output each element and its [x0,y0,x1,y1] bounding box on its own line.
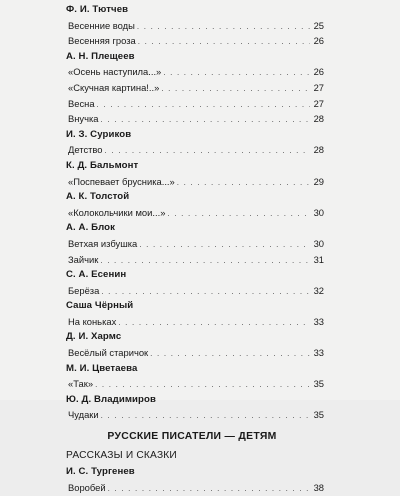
author-heading: А. Н. Плещеев [66,50,135,62]
toc-entry[interactable] [66,376,324,392]
dot-leader [161,81,310,97]
dot-leader [163,65,310,81]
subsection-heading: РАССКАЗЫ И СКАЗКИ [66,450,177,462]
dot-leader [95,377,310,393]
entry-page: 27 [313,97,324,109]
entry-title: «Колокольчики мои...» [68,206,166,218]
dot-leader [101,284,310,300]
entry-title: «Осень наступила...» [68,66,162,78]
entry-title: На коньках [68,315,117,327]
author-heading: Ю. Д. Владимиров [66,393,156,405]
entry-title: Весенние воды [68,19,135,31]
dot-leader [167,206,310,222]
toc-entry[interactable] [66,142,324,158]
section-heading: РУССКИЕ ПИСАТЕЛИ — ДЕТЯМ [107,431,277,443]
entry-page: 38 [313,481,324,493]
entry-title: Весёлый старичок [68,347,149,359]
entry-page: 31 [313,253,324,265]
entry-title: Чудаки [68,409,99,421]
toc-entry[interactable] [66,345,324,361]
entry-title: «Скучная картина!..» [68,81,160,93]
toc-entry[interactable] [66,80,324,96]
entry-page: 25 [313,19,324,31]
dot-leader [108,481,310,496]
dot-leader [118,315,310,331]
entry-page: 28 [313,113,324,125]
dot-leader [105,143,310,159]
entry-title: «Так» [68,378,94,390]
dot-leader [100,253,310,269]
entry-page: 35 [313,409,324,421]
toc-entry[interactable] [66,33,324,49]
toc-entry[interactable] [66,407,324,423]
entry-title: Берёза [68,284,100,296]
author-heading: А. К. Толстой [66,191,130,203]
dot-leader [137,19,310,35]
toc-entry[interactable] [66,236,324,252]
entry-title: Зайчик [68,253,99,265]
author-heading: С. А. Есенин [66,269,127,281]
toc-entry[interactable] [66,480,324,496]
entry-title: Весенняя гроза [68,35,136,47]
author-heading: Ф. И. Тютчев [66,4,129,15]
entry-page: 33 [313,315,324,327]
dot-leader [101,112,310,128]
entry-title: «Поспевает брусника...» [68,175,175,187]
entry-page: 30 [313,237,324,249]
toc-entry[interactable] [66,64,324,80]
entry-title: Детство [68,144,103,156]
toc-entry[interactable] [66,314,324,330]
entry-page: 35 [313,378,324,390]
entry-title: Внучка [68,113,99,125]
entry-page: 33 [313,347,324,359]
dot-leader [101,408,310,424]
dot-leader [177,175,310,191]
entry-title: Воробей [68,481,106,493]
toc-entry[interactable] [66,205,324,221]
entry-page: 32 [313,284,324,296]
author-heading: Саша Чёрный [66,300,134,312]
entry-page: 29 [313,175,324,187]
toc-entry[interactable] [66,283,324,299]
dot-leader [150,346,310,362]
entry-page: 28 [313,144,324,156]
dot-leader [138,34,310,50]
toc-entry[interactable] [66,252,324,268]
entry-title: Ветхая избушка [68,237,138,249]
author-heading: А. А. Блок [66,222,116,234]
dot-leader [97,97,310,113]
entry-page: 26 [313,66,324,78]
author-heading: К. Д. Бальмонт [66,159,139,171]
toc-entry[interactable] [66,111,324,127]
toc-entry[interactable] [66,174,324,190]
author-heading: Д. И. Хармс [66,331,122,343]
entry-title: Весна [68,97,95,109]
table-of-contents [66,2,324,495]
entry-page: 27 [313,81,324,93]
entry-page: 26 [313,35,324,47]
entry-page: 30 [313,206,324,218]
dot-leader [139,237,310,253]
toc-entry[interactable] [66,96,324,112]
author-heading: И. С. Тургенев [66,466,135,478]
author-heading: М. И. Цветаева [66,362,138,374]
toc-entry[interactable] [66,18,324,34]
author-heading: И. З. Суриков [66,128,132,140]
